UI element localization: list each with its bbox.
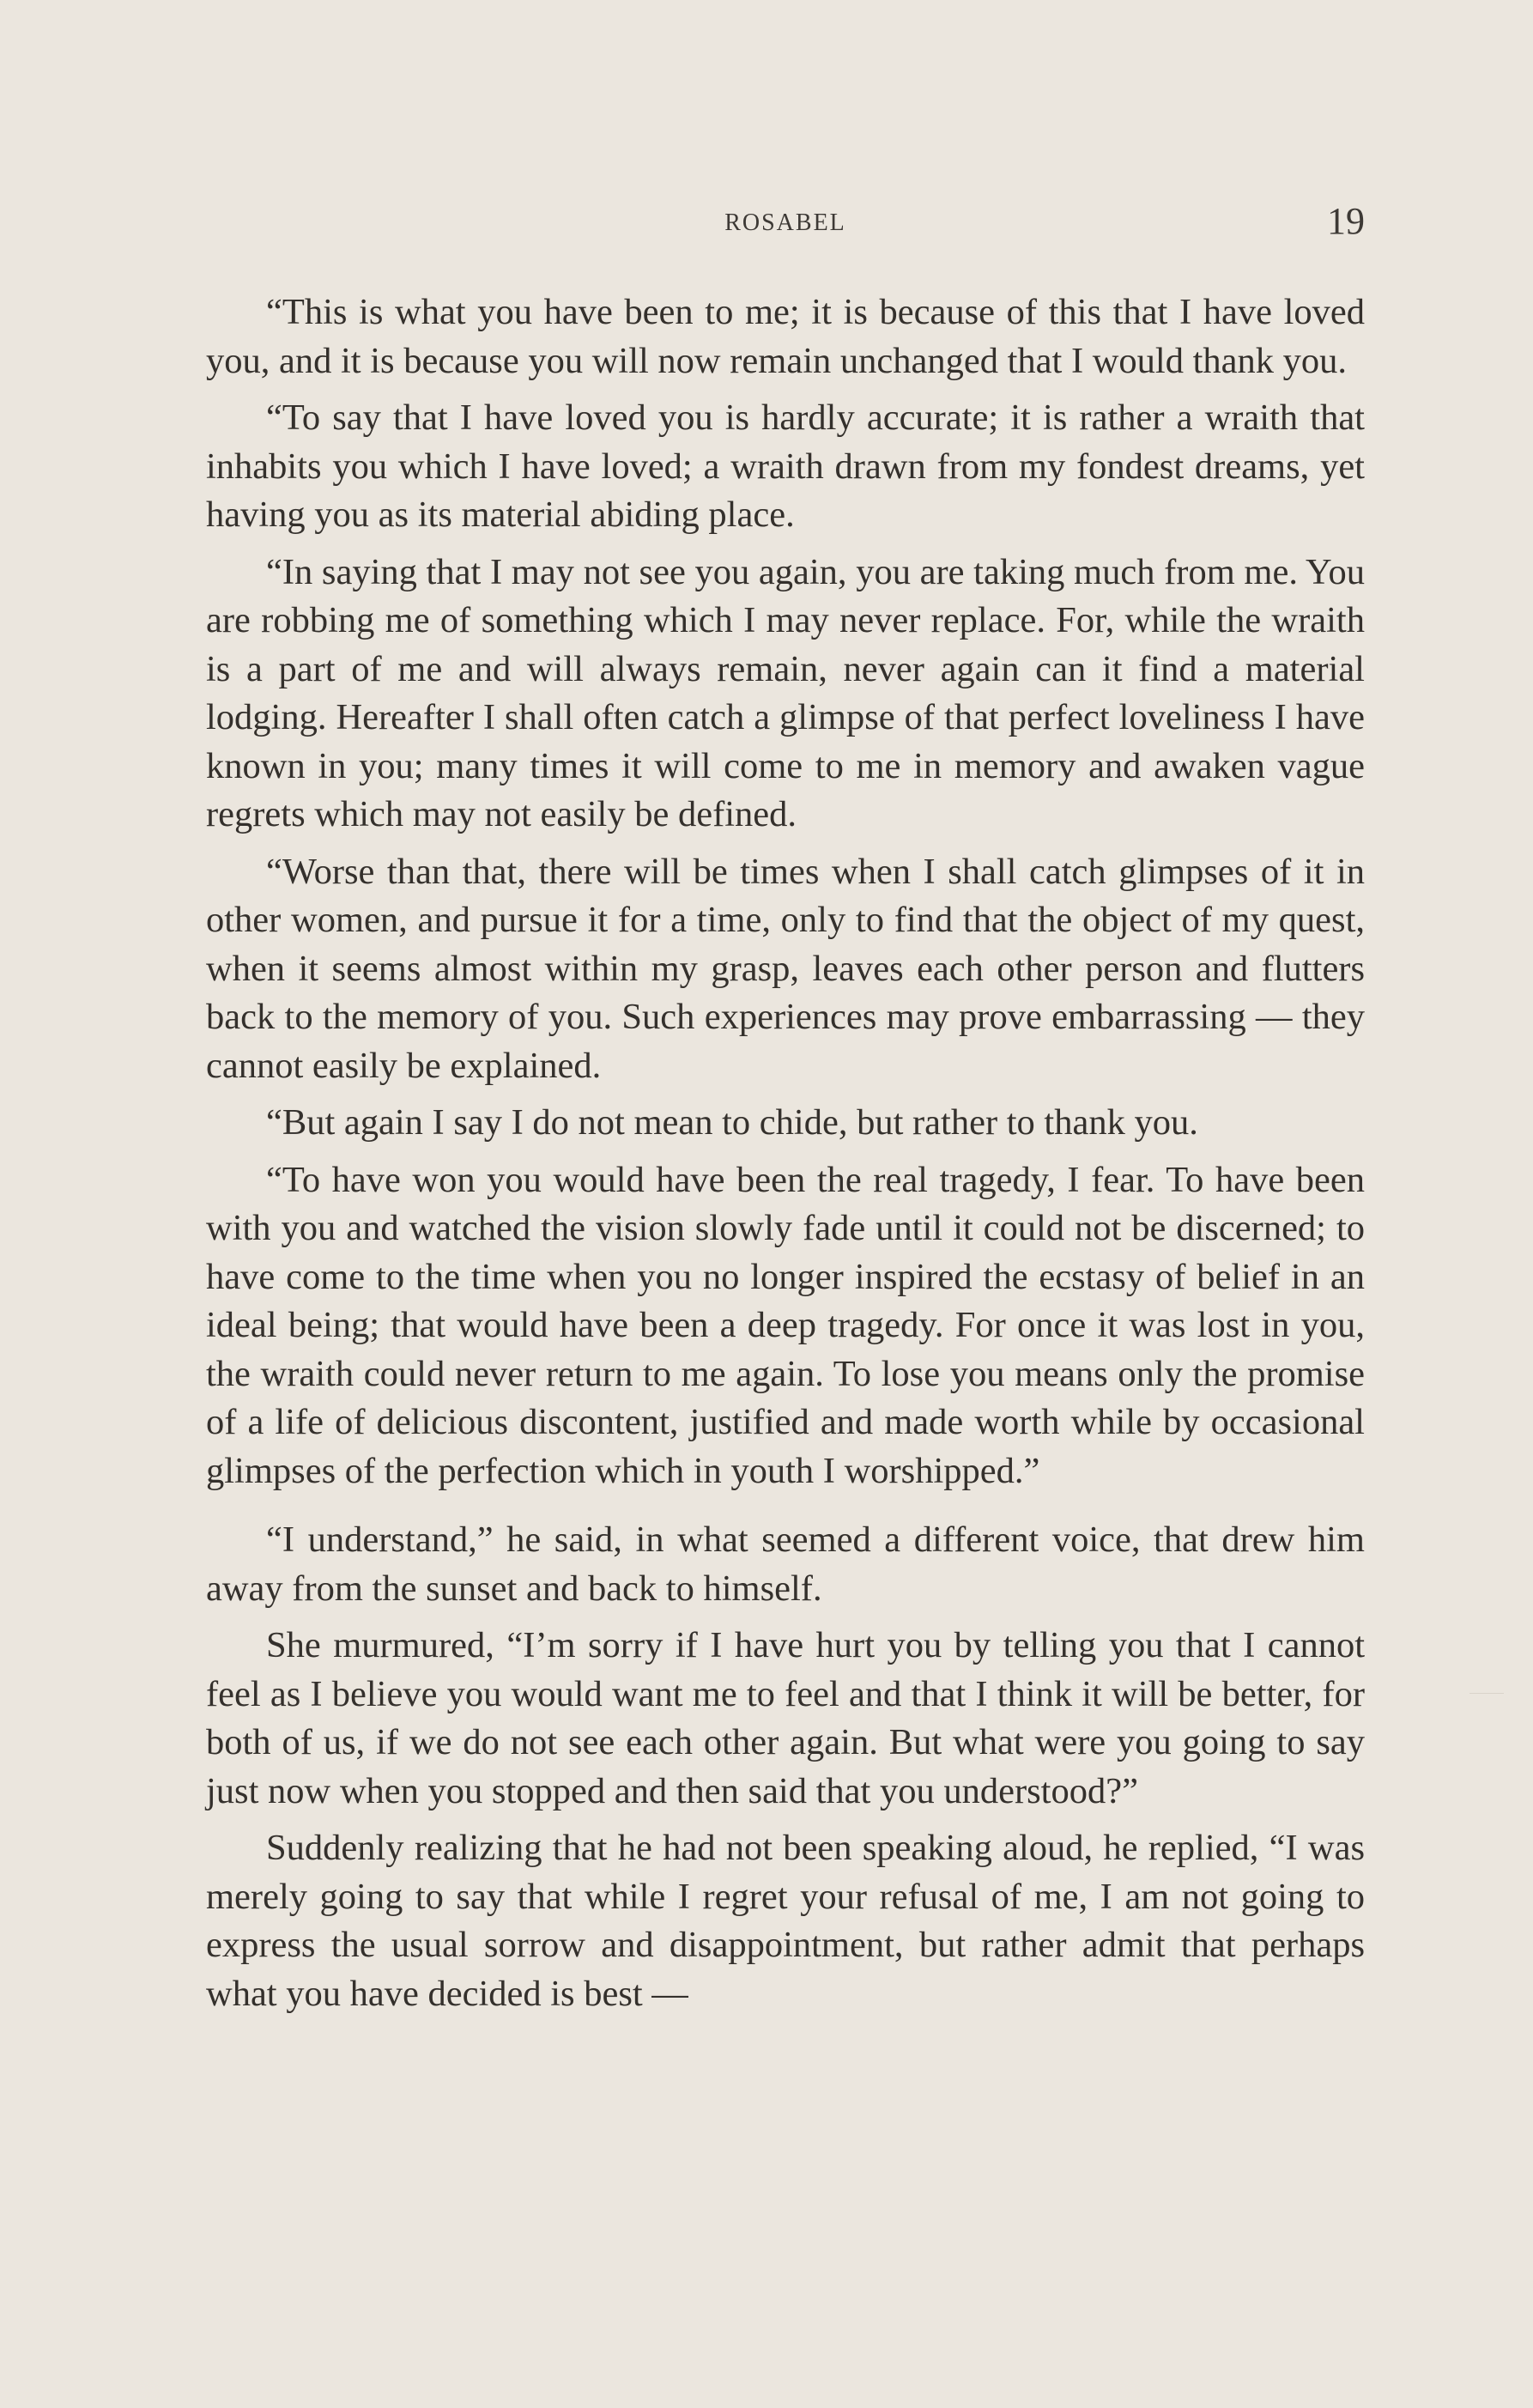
running-title: ROSABEL [724, 209, 846, 236]
paragraph: “In saying that I may not see you again, you are taking much from me. You are robbing me of something which I may never replace. For, while the wraith is a part of me and will always remain, never again can it find a material lodging. Hereafter I shall often catch a glimpse of that perfect loveliness I have known in you; many times it will come to me in memory and awaken vague regrets which may not easily be defined. [206, 551, 1365, 834]
paragraph: “To have won you would have been the real tragedy, I fear. To have been with you and watched the vision slowly fade until it could not be discerned; to have come to the time when you no longer inspired the ecstasy of belief in an ideal being; that would have been a deep tragedy. For once it was lost in you, the wraith could never return to me again. To lose you means only the promise of a life of delicious discontent, justified and made worth while by occasional glimpses of the perfection which in youth I worshipped.” [206, 1159, 1365, 1491]
paragraph: “But again I say I do not mean to chide, but rather to thank you. [266, 1102, 1198, 1143]
running-head [206, 199, 1365, 242]
page-number: 19 [1327, 200, 1365, 242]
paragraph: “I understand,” he said, in what seemed a different voice, that drew him away from the sunset and back to himself. [206, 1519, 1365, 1609]
paragraph: “To say that I have loved you is hardly accurate; it is rather a wraith that inhabits you which I have loved; a wraith drawn from my fondest dreams, yet having you as its material abiding place. [206, 397, 1365, 535]
margin-mark [1469, 1693, 1504, 1694]
paragraph: “This is what you have been to me; it is because of this that I have loved you, and it is because you will now remain unchanged that I would thank you. [206, 292, 1365, 381]
body-text [206, 288, 1365, 2027]
paragraph: She murmured, “I’m sorry if I have hurt you by telling you that I cannot feel as I believe you would want me to feel and that I think it will be better, for both of us, if we do not see each other again. But what were you going to say just now when you stopped and then said that you understood?” [206, 1625, 1365, 1811]
paragraph: Suddenly realizing that he had not been speaking aloud, he replied, “I was merely going to say that while I regret your refusal of me, I am not going to express the usual sorrow and disappointment, but rather admit that perhaps what you have decided is best — [206, 1828, 1365, 2014]
paragraph: “Worse than that, there will be times when I shall catch glimpses of it in other women, and pursue it for a time, only to find that the object of my quest, when it seems almost within my grasp, leaves each other person and flutters back to the memory of you. Such experiences may prove embarrassing — they cannot easily be explained. [206, 851, 1365, 1086]
